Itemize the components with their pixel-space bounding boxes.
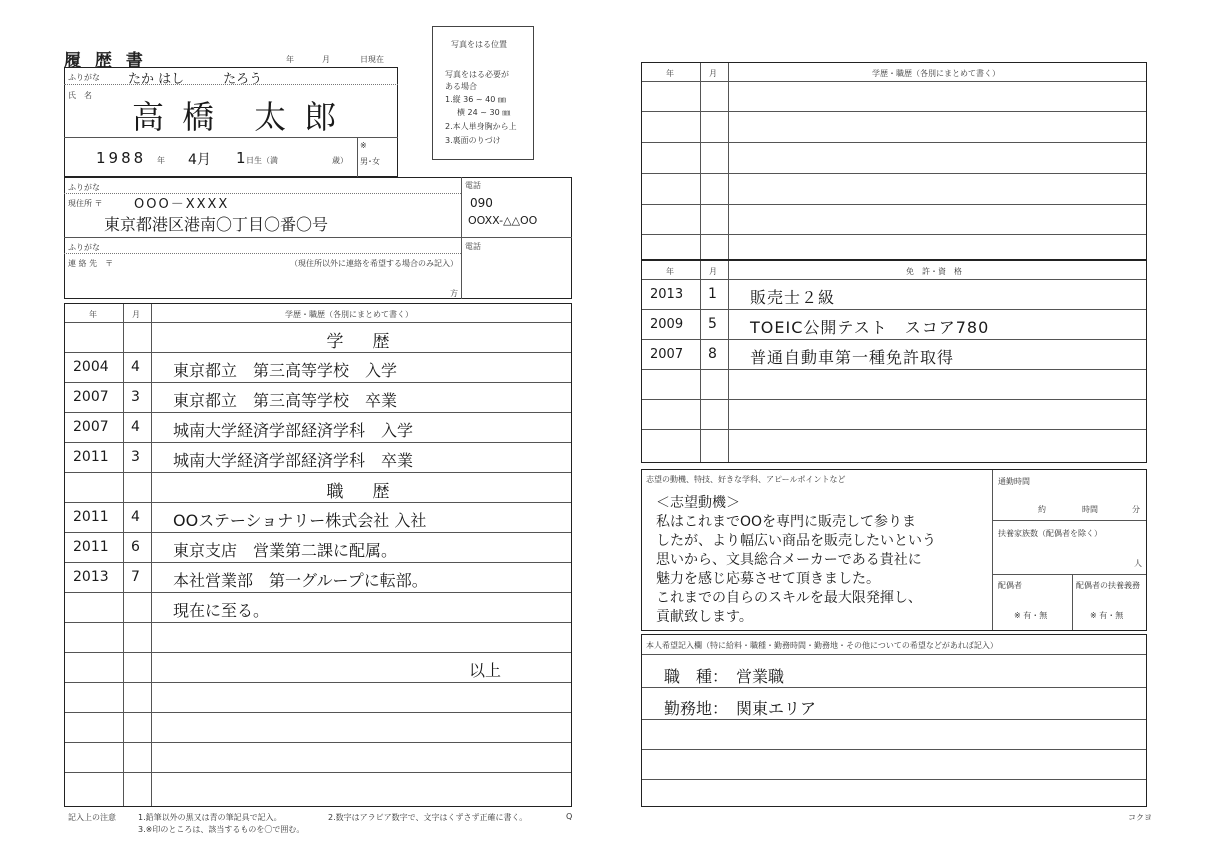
history-header-title: 学歴・職歴（各別にまとめて書く） (285, 310, 413, 319)
license-header-title: 免 許・資 格 (906, 267, 962, 276)
birth-day-unit: 日生（満 (246, 156, 278, 165)
spouse-value: ※ 有・無 (1014, 611, 1048, 620)
history-row (65, 382, 571, 412)
photo-box (432, 26, 534, 160)
history-table (64, 303, 572, 807)
contact-label: 連 絡 先 〒 (68, 259, 114, 268)
history-row (65, 322, 571, 352)
history-row-month: 3 (131, 449, 140, 465)
license-row-year: 2009 (650, 317, 684, 332)
photo-note-1: 写真をはる必要が (445, 70, 509, 79)
sex-options: 男･女 (360, 157, 380, 166)
history-row-year: 2007 (73, 419, 109, 435)
spouse-label: 配偶者 (998, 581, 1022, 590)
license-row (642, 429, 1146, 459)
footer-note-3: 3.※印のところは、該当するものを〇で囲む。 (138, 825, 305, 834)
history-row-text: 城南大学経済学部経済学科 入学 (173, 421, 414, 440)
license-header-month: 月 (709, 267, 717, 276)
photo-note-2: ある場合 (445, 82, 477, 91)
history-row (65, 622, 571, 652)
license-table (641, 260, 1147, 463)
license-row-text: 普通自動車第一種免許取得 (750, 348, 955, 367)
history-row-text: 東京都立 第三高等学校 卒業 (173, 391, 398, 410)
license-row (642, 309, 1146, 339)
contact-suffix: 方 (450, 289, 458, 298)
license-header-year: 年 (666, 267, 674, 276)
footer-note-1: 1.鉛筆以外の黒又は青の筆記具で記入。 (138, 813, 282, 822)
address-value: 東京都港区港南〇丁目〇番〇号 (104, 215, 329, 234)
history-row (65, 532, 571, 562)
motivation-line-1: ＜志望動機＞ (656, 495, 740, 511)
license-row (642, 339, 1146, 369)
history-row (65, 472, 571, 502)
commute-hours: 時間 (1082, 505, 1098, 514)
date-month-label: 月 (322, 55, 330, 64)
wishes-line-2: 勤務地： 関東エリア (664, 699, 817, 718)
dependents-unit: 人 (1134, 559, 1142, 568)
address-label: 現住所 〒 (68, 199, 103, 208)
history-row (65, 592, 571, 622)
birth-year: 1988 (96, 149, 147, 167)
date-current-label: 日現在 (360, 55, 384, 64)
motivation-line-5: 魅力を感じ応募させて頂きました。 (656, 571, 880, 587)
history-row (65, 742, 571, 772)
license-row-month: 1 (708, 286, 717, 302)
photo-box-title: 写真をはる位置 (451, 40, 507, 49)
license-row-year: 2013 (650, 287, 684, 302)
footer-mark: Q (566, 812, 573, 821)
history-row (65, 772, 571, 802)
license-row (642, 399, 1146, 429)
license-row-month: 8 (708, 346, 717, 362)
motivation-line-4: 思いから、文具総合メーカーである貴社に (656, 552, 922, 568)
motivation-line-2: 私はこれまでOOを専門に販売して参りま (656, 514, 917, 530)
history-row (65, 682, 571, 712)
name-label: 氏 名 (68, 91, 92, 100)
spouse-dependent-label: 配偶者の扶養義務 (1076, 581, 1140, 590)
name-furigana: たか はし たろう (128, 72, 263, 87)
footer-note-2: 2.数字はアラビア数字で、文字はくずさず正確に書く。 (328, 813, 528, 822)
history-row-month: 6 (131, 539, 140, 555)
history-row (65, 712, 571, 742)
address-furigana-label: ふりがな (68, 183, 100, 192)
spouse-dependent-value: ※ 有・無 (1090, 611, 1124, 620)
history-continued-table (641, 62, 1147, 260)
history-row (65, 352, 571, 382)
history-row-year: 2004 (73, 359, 109, 375)
photo-note-3: 1.縦 36 ~ 40 ㎜ (445, 95, 506, 104)
commute-minutes: 分 (1132, 505, 1140, 514)
motivation-line-7: 貢献致します。 (656, 609, 753, 625)
license-row-year: 2007 (650, 347, 684, 362)
history-row-text: 城南大学経済学部経済学科 卒業 (173, 451, 414, 470)
history-row-text: 東京都立 第三高等学校 入学 (173, 361, 398, 380)
wishes-label: 本人希望記入欄（特に給料・職種・勤務時間・勤務地・その他についての希望などがあれば記入） (646, 641, 998, 650)
history-row-text: 以上 (469, 661, 502, 680)
history-row-year: 2013 (73, 569, 109, 585)
motivation-box (641, 469, 1147, 631)
birth-day: 1 (236, 149, 246, 167)
birth-year-unit: 年 (157, 156, 165, 165)
address-phone-2: OOXX-△△OO (468, 214, 538, 227)
motivation-line-6: これまでの自らのスキルを最大限発揮し、 (656, 590, 922, 606)
history2-header-year: 年 (666, 69, 674, 78)
photo-note-5: 2.本人単身胸から上 (445, 122, 517, 131)
history-row-month: 4 (131, 419, 140, 435)
photo-note-6: 3.裏面のりづけ (445, 136, 501, 145)
contact-phone-label: 電話 (465, 242, 481, 251)
brand-mark: コクヨ (1128, 813, 1152, 822)
history-row (65, 652, 571, 682)
wishes-line-1: 職 種： 営業職 (664, 667, 785, 686)
birth-month: 4月 (188, 152, 211, 168)
name-furigana-label: ふりがな (68, 73, 100, 82)
history-row-year: 2011 (73, 539, 109, 555)
license-row (642, 279, 1146, 309)
contact-furigana-label: ふりがな (68, 243, 100, 252)
history-row (65, 502, 571, 532)
address-phone-label: 電話 (465, 181, 481, 190)
history-row-text: OOステーショナリー株式会社 入社 (173, 511, 427, 530)
history2-header-title: 学歴・職歴（各別にまとめて書く） (872, 69, 1000, 78)
motivation-line-3: したが、より幅広い商品を販売したいという (656, 533, 936, 549)
dependents-label: 扶養家族数（配偶者を除く） (998, 529, 1102, 538)
history-row-month: 4 (131, 359, 140, 375)
date-year-label: 年 (286, 55, 294, 64)
history-row-text: 職 歴 (326, 482, 396, 502)
birth-age-unit: 歳） (332, 156, 348, 165)
address-postal: OOO－XXXX (134, 197, 230, 212)
history-row-text: 現在に至る。 (173, 601, 270, 620)
history-row (65, 412, 571, 442)
history2-header-month: 月 (709, 69, 717, 78)
history-header-month: 月 (132, 310, 140, 319)
name-value: 高 橋 太 郎 (132, 98, 341, 136)
resume-title: 履 歴 書 (64, 51, 147, 71)
license-row-month: 5 (708, 316, 717, 332)
history-row-month: 7 (131, 569, 140, 585)
history-row-year: 2007 (73, 389, 109, 405)
wishes-box (641, 634, 1147, 807)
history-row (65, 562, 571, 592)
history-row-year: 2011 (73, 449, 109, 465)
history-row-month: 4 (131, 509, 140, 525)
history-row-month: 3 (131, 389, 140, 405)
commute-about: 約 (1038, 505, 1046, 514)
history-header-year: 年 (89, 310, 97, 319)
address-phone-1: 090 (470, 196, 493, 210)
license-row-text: TOEIC公開テスト スコア780 (750, 318, 990, 337)
contact-note: （現住所以外に連絡を希望する場合のみ記入） (290, 259, 458, 268)
history-row-text: 東京支店 営業第二課に配属。 (173, 541, 398, 560)
photo-note-4: 横 24 ~ 30 ㎜ (457, 108, 511, 117)
license-row-text: 販売士２級 (750, 288, 836, 307)
history-row-year: 2011 (73, 509, 109, 525)
sex-mark: ※ (360, 141, 367, 150)
history-row-text: 学 歴 (326, 332, 396, 352)
motivation-label: 志望の動機、特技、好きな学科、アピールポイントなど (646, 475, 846, 484)
footer-label: 記入上の注意 (68, 813, 116, 822)
history-row-text: 本社営業部 第一グループに転部。 (173, 571, 428, 590)
commute-label: 通勤時間 (998, 477, 1030, 486)
history-row (65, 442, 571, 472)
license-row (642, 369, 1146, 399)
